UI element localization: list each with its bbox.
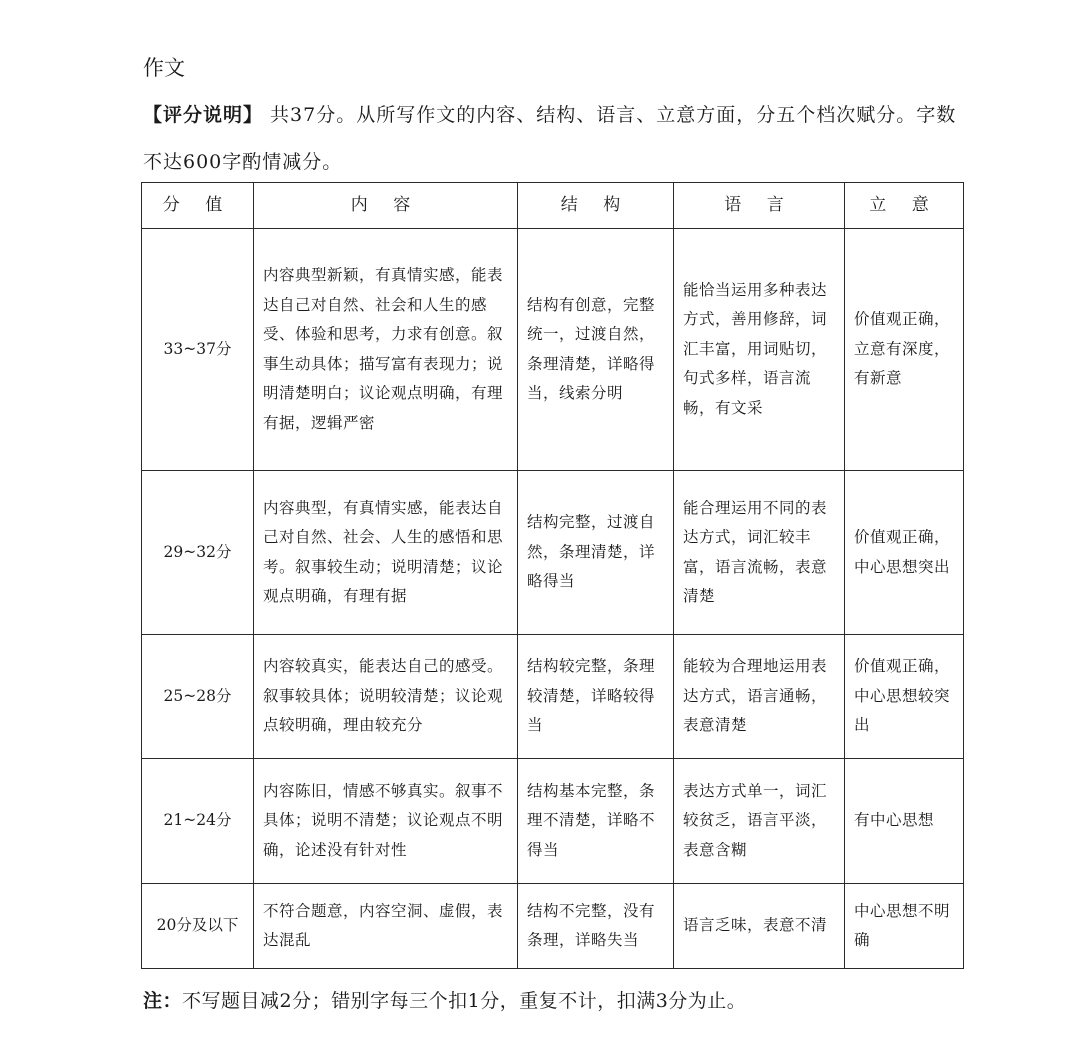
cell-content: 内容典型，有真情实感，能表达自己对自然、社会、人生的感悟和思考。叙事较生动；说明清楚；议论观点明确，有理有据	[254, 471, 518, 635]
cell-language: 语言乏味，表意不清	[674, 884, 845, 969]
table-row	[142, 635, 964, 759]
table-row	[142, 759, 964, 884]
cell-structure: 结构有创意，完整统一，过渡自然，条理清楚，详略得当，线索分明	[518, 229, 674, 471]
cell-structure: 结构较完整，条理较清楚，详略较得当	[518, 635, 674, 759]
cell-structure: 结构基本完整，条理不清楚，详略不得当	[518, 759, 674, 884]
cell-content: 内容较真实，能表达自己的感受。叙事较具体；说明较清楚；议论观点较明确，理由较充分	[254, 635, 518, 759]
cell-language: 能合理运用不同的表达方式，词汇较丰富，语言流畅，表意清楚	[674, 471, 845, 635]
scoring-table	[141, 182, 964, 969]
cell-content: 内容典型新颖，有真情实感，能表达自己对自然、社会和人生的感受、体验和思考，力求有创意。叙事生动具体；描写富有表现力；说明清楚明白；议论观点明确，有理有据，逻辑严密	[254, 229, 518, 471]
cell-content: 不符合题意，内容空洞、虚假，表达混乱	[254, 884, 518, 969]
cell-language: 能较为合理地运用表达方式，语言通畅，表意清楚	[674, 635, 845, 759]
cell-score: 20分及以下	[142, 884, 254, 969]
table-row	[142, 229, 964, 471]
cell-intent: 价值观正确，中心思想较突出	[845, 635, 964, 759]
footnote	[143, 987, 746, 1015]
cell-intent: 有中心思想	[845, 759, 964, 884]
intro-text: 共37分。从所写作文的内容、结构、语言、立意方面，分五个档次赋分。字数不达600字酌情减分。	[143, 104, 957, 173]
cell-score: 29~32分	[142, 471, 254, 635]
header-score: 分 值	[142, 183, 254, 229]
cell-intent: 中心思想不明确	[845, 884, 964, 969]
cell-intent: 价值观正确，立意有深度，有新意	[845, 229, 964, 471]
cell-score: 33~37分	[142, 229, 254, 471]
cell-score: 25~28分	[142, 635, 254, 759]
cell-language: 能恰当运用多种表达方式，善用修辞，词汇丰富，用词贴切，句式多样，语言流畅，有文采	[674, 229, 845, 471]
cell-content: 内容陈旧，情感不够真实。叙事不具体；说明不清楚；议论观点不明确，论述没有针对性	[254, 759, 518, 884]
table-row	[142, 471, 964, 635]
footnote-label: 注：	[143, 990, 183, 1012]
header-intent: 立 意	[845, 183, 964, 229]
cell-language: 表达方式单一，词汇较贫乏，语言平淡，表意含糊	[674, 759, 845, 884]
section-title: 作文	[143, 56, 185, 80]
table-header-row	[142, 183, 964, 229]
cell-structure: 结构不完整，没有条理，详略失当	[518, 884, 674, 969]
table-row	[142, 884, 964, 969]
header-content: 内 容	[254, 183, 518, 229]
footnote-text: 不写题目减2分；错别字每三个扣1分，重复不计，扣满3分为止。	[182, 990, 747, 1012]
scoring-intro	[143, 92, 973, 186]
cell-score: 21~24分	[142, 759, 254, 884]
cell-structure: 结构完整，过渡自然，条理清楚，详略得当	[518, 471, 674, 635]
cell-intent: 价值观正确，中心思想突出	[845, 471, 964, 635]
header-structure: 结 构	[518, 183, 674, 229]
intro-label: 【评分说明】	[143, 104, 264, 126]
header-language: 语 言	[674, 183, 845, 229]
